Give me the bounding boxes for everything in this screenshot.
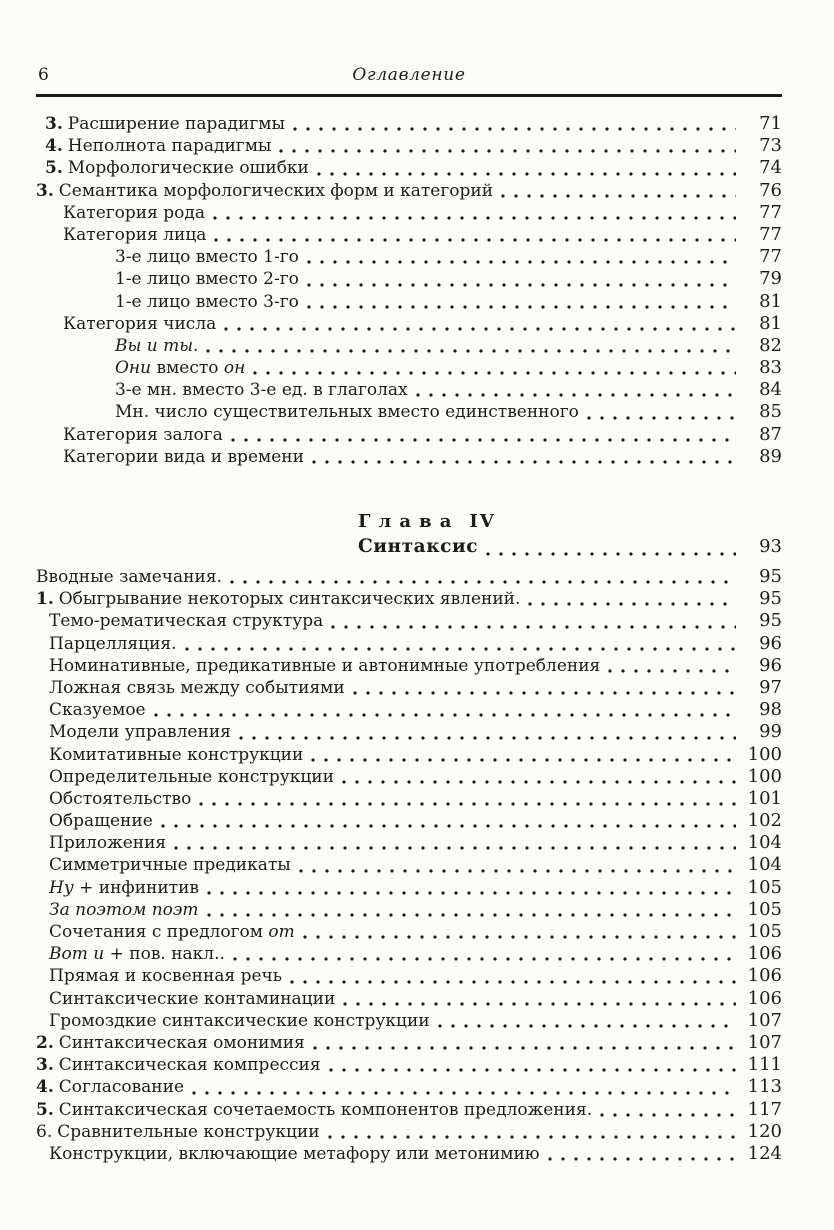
- toc-entry-label: Прямая и косвенная речь: [49, 966, 283, 987]
- toc-entry-number: 3.: [45, 114, 63, 134]
- toc-entry: [36, 135, 782, 157]
- toc-entry: [36, 943, 782, 965]
- dot-leader: [587, 416, 736, 420]
- toc-entry-number: 4.: [45, 136, 63, 157]
- toc-entry-page: 83: [759, 357, 782, 379]
- dot-leader: [311, 758, 736, 762]
- toc-entry-page: 102: [747, 810, 782, 832]
- toc-entry-number: 6.: [36, 1121, 53, 1142]
- toc-entry-page: 89: [759, 445, 782, 467]
- toc-entry: [36, 446, 782, 468]
- dot-leader: [192, 1091, 736, 1095]
- running-header: [36, 64, 782, 87]
- toc-entry-page: 77: [759, 246, 782, 268]
- toc-entry-page: 98: [759, 699, 782, 721]
- toc-entry-label: 3-е мн. вместо 3-е ед. в глаголах: [115, 380, 408, 401]
- toc-entry-page: 82: [759, 334, 782, 356]
- dot-leader: [307, 305, 736, 309]
- toc-entry-number: 4.: [36, 1077, 54, 1098]
- toc-entry-label: 3. Расширение парадигмы: [45, 114, 285, 134]
- dot-leader: [161, 824, 736, 828]
- toc-entry-number: 3.: [36, 1055, 54, 1076]
- toc-entry: [36, 921, 782, 943]
- dot-leader: [416, 393, 736, 397]
- toc-entry-page: 87: [759, 423, 782, 445]
- toc-entry-label: 3. Семантика морфологических форм и категорий: [36, 180, 494, 201]
- toc-entry: [36, 113, 782, 135]
- toc-entry-page: 113: [747, 1076, 782, 1098]
- toc-entry: [36, 965, 782, 987]
- dot-leader: [307, 283, 736, 287]
- toc-entry: [36, 766, 782, 788]
- toc-entry: [36, 699, 782, 721]
- toc-entry-page: 77: [759, 223, 782, 245]
- toc-entry: [36, 1076, 782, 1098]
- toc-entry: [36, 291, 782, 313]
- toc-entry-label: 3. Синтаксическая компрессия: [36, 1055, 321, 1076]
- toc-entry: [36, 1143, 782, 1165]
- toc-entry-page: 107: [747, 1031, 782, 1053]
- toc-entry-number: 2.: [36, 1032, 54, 1053]
- toc-entry-page: 106: [747, 943, 782, 965]
- toc-entry: [36, 788, 782, 810]
- toc-entry-label: Симметричные предикаты: [49, 855, 291, 876]
- toc-entry-page: 105: [747, 876, 782, 898]
- dot-leader: [353, 691, 736, 695]
- dot-leader: [199, 802, 736, 806]
- dot-leader: [213, 216, 736, 220]
- dot-leader: [154, 713, 736, 717]
- dot-leader: [293, 127, 736, 131]
- toc-entry-label: 4. Неполнота парадигмы: [45, 136, 272, 157]
- toc-entry: [36, 357, 782, 379]
- dot-leader: [299, 869, 736, 873]
- toc-entry: [36, 424, 782, 446]
- toc-entry-label: 5. Синтаксическая сочетаемость компонентов предложения.: [36, 1099, 593, 1120]
- toc-entry-label: 3-е лицо вместо 1-го: [115, 247, 299, 268]
- toc-entry-page: 81: [759, 290, 782, 312]
- toc-entry-label: Парцелляция.: [49, 633, 177, 654]
- toc-entry: [36, 633, 782, 655]
- toc-entry-page: 73: [759, 135, 782, 157]
- toc-entry-label: Ложная связь между событиями: [49, 677, 345, 698]
- dot-leader: [501, 194, 736, 198]
- toc-entry-page: 124: [747, 1142, 782, 1164]
- toc-entry-page: 95: [759, 566, 782, 587]
- toc-entry-label: 5. Морфологические ошибки: [45, 158, 309, 179]
- toc-entry-label: Вы и ты.: [115, 335, 199, 356]
- toc-entry: [36, 877, 782, 899]
- toc-entry-label: Ну + инфинитив: [49, 877, 200, 898]
- toc-entry-page: 77: [759, 201, 782, 223]
- toc-entry: [36, 566, 782, 588]
- toc-entry-page: 93: [759, 536, 782, 557]
- toc-entry-label: Вводные замечания.: [36, 567, 222, 587]
- toc-entry: [36, 268, 782, 290]
- toc-entry-page: 96: [759, 654, 782, 676]
- toc-entry-label: Категория залога: [63, 424, 223, 445]
- chapter-word: Глава: [358, 511, 460, 532]
- dot-leader: [600, 1113, 736, 1117]
- dot-leader: [214, 238, 736, 242]
- chapter-numeral: IV: [469, 511, 497, 532]
- toc-entry: [36, 988, 782, 1010]
- toc-entry-page: 85: [759, 401, 782, 423]
- toc-entry: [36, 610, 782, 632]
- toc-entry-label: Категория лица: [63, 224, 207, 245]
- toc-entry: [36, 1121, 782, 1143]
- toc-entry-number: 5.: [36, 1099, 54, 1120]
- toc-entry-label: Синтаксические контаминации: [49, 988, 336, 1009]
- toc-entry-label: Темо-рематическая структура: [49, 611, 324, 632]
- dot-leader: [185, 647, 736, 651]
- toc-entry-label: Сказуемое: [49, 700, 146, 721]
- toc-entry-label: Приложения: [49, 833, 167, 854]
- toc-entry-page: 81: [759, 312, 782, 334]
- toc-entry: [36, 1054, 782, 1076]
- toc-entry: [36, 854, 782, 876]
- toc-entry: [36, 677, 782, 699]
- toc-block-syntax: [36, 566, 782, 1165]
- toc-entry-chapter-title: [36, 534, 782, 560]
- toc-entry-label: Модели управления: [49, 722, 231, 743]
- dot-leader: [303, 935, 736, 939]
- dot-leader: [290, 980, 736, 984]
- dot-leader: [608, 669, 736, 673]
- toc-entry-page: 96: [759, 632, 782, 654]
- toc-entry-page: 79: [759, 268, 782, 290]
- toc-entry-number: 1.: [36, 589, 54, 610]
- dot-leader: [438, 1024, 736, 1028]
- toc-entry-label: 1-е лицо вместо 2-го: [115, 269, 299, 290]
- toc-entry-label: 2. Синтаксическая омонимия: [36, 1032, 305, 1053]
- toc-entry: [36, 744, 782, 766]
- toc-entry: [36, 1032, 782, 1054]
- dot-leader: [317, 172, 736, 176]
- toc-entry-page: 95: [759, 588, 782, 610]
- dot-leader: [312, 460, 736, 464]
- toc-entry-label: Громоздкие синтаксические конструкции: [49, 1010, 430, 1031]
- toc-entry-page: 100: [747, 765, 782, 787]
- dot-leader: [224, 327, 736, 331]
- toc-entry-page: 106: [747, 987, 782, 1009]
- toc-entry-label: Номинативные, предикативные и автонимные употребления: [49, 655, 601, 676]
- dot-leader: [231, 438, 736, 442]
- toc-entry-label: Мн. число существительных вместо единственного: [115, 402, 579, 423]
- toc-entry-page: 117: [747, 1098, 782, 1120]
- toc-entry-page: 105: [747, 898, 782, 920]
- toc-entry: [36, 224, 782, 246]
- dot-leader: [528, 602, 736, 606]
- toc-entry-page: 76: [759, 179, 782, 201]
- header-rule: [36, 94, 782, 97]
- dot-leader: [174, 846, 736, 850]
- toc-entry-page: 100: [747, 743, 782, 765]
- dot-leader: [207, 891, 736, 895]
- dot-leader: [548, 1157, 736, 1161]
- toc-entry: [36, 1099, 782, 1121]
- toc-entry: [36, 832, 782, 854]
- chapter-label: [358, 510, 782, 534]
- toc-entry-label: 1-е лицо вместо 3-го: [115, 291, 299, 312]
- toc-entry-label: Обстоятельство: [49, 788, 192, 809]
- dot-leader: [207, 913, 736, 917]
- toc-entry: [36, 157, 782, 179]
- dot-leader: [233, 957, 736, 961]
- chapter-heading: [36, 510, 782, 560]
- toc-entry-page: 97: [759, 676, 782, 698]
- toc-entry-label: Категории вида и времени: [63, 446, 304, 467]
- toc-entry: [36, 810, 782, 832]
- dot-leader: [206, 349, 736, 353]
- toc-entry-label: 1. Обыгрывание некоторых синтаксических явлений.: [36, 589, 521, 610]
- toc-entry-label: За поэтом поэт: [49, 899, 199, 920]
- toc-entry-label: 6. Сравнительные конструкции: [36, 1121, 320, 1142]
- toc-entry-number: 5.: [45, 158, 63, 179]
- toc-entry-label: Определительные конструкции: [49, 766, 334, 787]
- dot-leader: [253, 371, 736, 375]
- dot-leader: [343, 1002, 736, 1006]
- chapter-title: Синтаксис: [358, 536, 479, 557]
- dot-leader: [307, 260, 736, 264]
- dot-leader: [279, 149, 736, 153]
- dot-leader: [239, 736, 736, 740]
- dot-leader: [331, 625, 736, 629]
- toc-entry-page: 120: [747, 1120, 782, 1142]
- toc-entry-page: 71: [759, 113, 782, 134]
- toc-entry-label: Категория числа: [63, 313, 217, 334]
- toc-entry-label: Сочетания с предлогом от: [49, 922, 295, 942]
- toc-entry: [36, 379, 782, 401]
- dot-leader: [230, 580, 736, 584]
- toc-block-morphology: [36, 113, 782, 468]
- toc-entry-label: Обращение: [49, 811, 153, 832]
- running-title: Оглавление: [352, 65, 466, 85]
- toc-entry-label: Комитативные конструкции: [49, 744, 304, 765]
- toc-entry: [36, 202, 782, 224]
- toc-entry: [36, 721, 782, 743]
- toc-entry-page: 105: [747, 921, 782, 942]
- dot-leader: [313, 1046, 736, 1050]
- toc-entry-page: 95: [759, 610, 782, 632]
- toc-entry-page: 104: [747, 854, 782, 876]
- dot-leader: [328, 1135, 736, 1139]
- toc-entry-label: Они вместо он: [115, 358, 246, 379]
- toc-entry-page: 101: [747, 787, 782, 809]
- toc-entry-page: 106: [747, 965, 782, 987]
- toc-entry-number: 3.: [36, 180, 54, 201]
- toc-entry-label: 4. Согласование: [36, 1077, 185, 1098]
- toc-entry: [36, 588, 782, 610]
- toc-entry: [36, 655, 782, 677]
- toc-entry: [36, 335, 782, 357]
- toc-entry: [36, 401, 782, 423]
- page-number: 6: [38, 65, 49, 85]
- toc-entry-label: Вот и + пов. накл..: [49, 944, 225, 965]
- toc-entry-label: Категория рода: [63, 202, 205, 223]
- toc-entry: [36, 899, 782, 921]
- toc-entry: [36, 180, 782, 202]
- toc-entry: [36, 246, 782, 268]
- toc-entry-page: 107: [747, 1009, 782, 1031]
- dot-leader: [329, 1068, 736, 1072]
- toc-entry-page: 99: [759, 721, 782, 743]
- toc-entry-label: Конструкции, включающие метафору или метонимию: [49, 1143, 540, 1164]
- dot-leader: [342, 780, 736, 784]
- toc-entry: [36, 1010, 782, 1032]
- toc-entry-page: 84: [759, 379, 782, 401]
- toc-entry-page: 111: [747, 1054, 782, 1076]
- toc-entry-page: 104: [747, 832, 782, 854]
- toc-entry-page: 74: [759, 157, 782, 179]
- dot-leader: [486, 552, 736, 556]
- toc-entry: [36, 313, 782, 335]
